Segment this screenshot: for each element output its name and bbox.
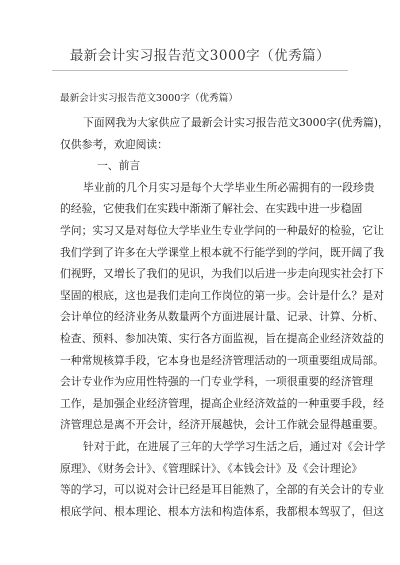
body-line: 学问；实习又是对每位大学毕业生专业学问的一种最好的检验，它让: [60, 223, 384, 237]
document-subtitle: 最新会计实习报告范文3000字（优秀篇）: [60, 93, 238, 104]
body-line: 工作，是加强企业经济管理，提高企业经济效益的一种重要手段，经: [60, 396, 384, 410]
body-line: 济管理总是离不开会计，经济开展越快，会计工作就会显得越重要。: [60, 418, 384, 432]
body-line: 根底学问、根本理论、根本方法和构造体系，我都根本驾驭了，但这: [60, 504, 384, 518]
body-line: 下面网我为大家供应了最新会计实习报告范文3000字(优秀篇)，: [83, 116, 389, 129]
section-heading: 一、前言: [97, 159, 141, 173]
body-line: 毕业前的几个月实习是每个大学毕业生所必需拥有的一段珍贵: [83, 180, 375, 194]
body-line: 原理》、《财务会计》、《管理睬计》、《本钱会计》及《会计理论》: [60, 461, 363, 475]
body-line: 仅供参考，欢迎阅读：: [60, 137, 168, 151]
body-line: 的经验，它使我们在实践中渐渐了解社会、在实践中进一步稳固: [60, 202, 363, 216]
body-line: 会计专业作为应用性特强的一门专业学科，一项很重要的经济管理: [60, 375, 374, 389]
body-line: 等的学习，可以说对会计已经是耳目能熟了，全部的有关会计的专业: [60, 483, 384, 497]
body-line: 会计单位的经济业务从数量两个方面进展计量、记录、计算、分析、: [60, 310, 384, 324]
document-body: [60, 112, 389, 522]
title-divider: [52, 70, 348, 71]
body-line: 针对于此，在进展了三年的大学学习生活之后，通过对《会计学: [83, 439, 386, 453]
body-line: 检查、预料、参加决策、实行各方面监视，旨在提高企业经济效益的: [60, 331, 384, 345]
body-line: 们视野，又增长了我们的见识，为我们以后进一步走向现实社会打下: [60, 267, 384, 281]
document-title: 最新会计实习报告范文3000字（优秀篇）: [69, 48, 331, 64]
body-line: 我们学到了许多在大学课堂上根本就不行能学到的学问，既开阔了我: [60, 245, 384, 259]
body-line: 一种常规核算手段，它本身也是经济管理活动的一项重要组成局部。: [60, 353, 384, 367]
body-line: 坚固的根底，这也是我们走向工作岗位的第一步。会计是什么？是对: [60, 288, 384, 302]
